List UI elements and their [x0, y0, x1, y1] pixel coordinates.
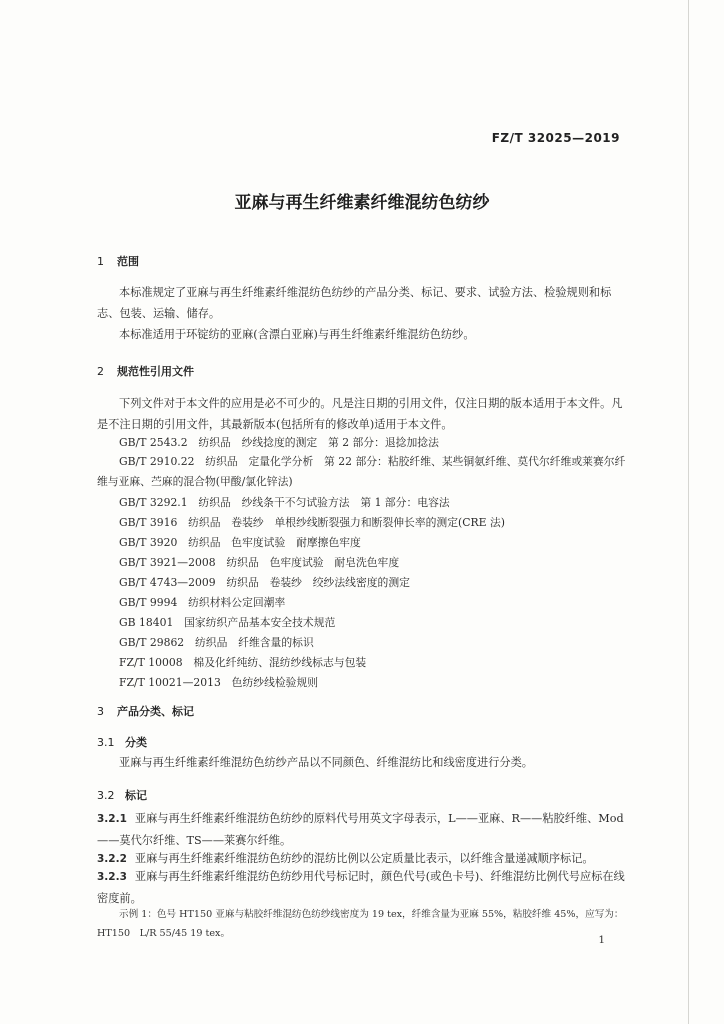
clause-number: 3.2.1	[97, 813, 127, 825]
reference-item: GB/T 29862 纺织品 纤维含量的标识	[119, 636, 314, 649]
page-number: 1	[598, 934, 605, 946]
section-3-heading	[97, 703, 194, 719]
section-3-1-text: 亚麻与再生纤维素纤维混纺色纺纱产品以不同颜色、纤维混纺比和线密度进行分类。	[119, 756, 533, 769]
reference-item: GB 18401 国家纺织产品基本安全技术规范	[119, 616, 336, 629]
reference-item: GB/T 3916 纺织品 卷装纱 单根纱线断裂强力和断裂伸长率的测定(CRE 法)	[119, 516, 505, 529]
section-3-1-heading	[97, 734, 147, 750]
section-1-heading	[97, 253, 139, 269]
section-3-2-heading	[97, 787, 147, 803]
clause-3-2-3	[97, 866, 627, 909]
reference-item: GB/T 4743—2009 纺织品 卷装纱 绞纱法线密度的测定	[119, 576, 410, 589]
subsection-title: 分类	[125, 736, 147, 749]
page-edge-line	[688, 0, 689, 1024]
section-title: 范围	[117, 255, 139, 268]
subsection-number: 3.2	[97, 789, 115, 802]
example-line-2: HT150 L/R 55/45 19 tex。	[97, 928, 231, 939]
clause-number: 3.2.2	[97, 853, 127, 865]
section-2-heading	[97, 363, 194, 379]
clause-number: 3.2.3	[97, 871, 127, 883]
section-1-paragraph-1: 本标准规定了亚麻与再生纤维素纤维混纺色纺纱的产品分类、标记、要求、试验方法、检验规则和标志、包装、运输、储存。	[97, 286, 612, 320]
document-title: 亚麻与再生纤维素纤维混纺色纺纱	[234, 193, 490, 213]
section-number: 2	[97, 365, 104, 378]
section-number: 1	[97, 255, 104, 268]
section-number: 3	[97, 705, 104, 718]
reference-item: GB/T 3292.1 纺织品 纱线条干不匀试验方法 第 1 部分：电容法	[119, 496, 450, 509]
clause-3-2-1	[97, 808, 627, 851]
example-line-1: 示例 1：色号 HT150 亚麻与粘胶纤维混纺色纺纱线密度为 19 tex，纤维含量为亚麻 55%，粘胶纤维 45%，应写为：	[119, 909, 624, 920]
subsection-title: 标记	[125, 789, 147, 802]
reference-item: GB/T 9994 纺织材料公定回潮率	[119, 596, 286, 609]
reference-item: GB/T 2910.22 纺织品 定量化学分析 第 22 部分：粘胶纤维、某些铜氨纤维、莫代尔纤维或莱赛尔纤维与亚麻、苎麻的混合物(甲酸/氯化锌法)	[97, 455, 626, 488]
section-1-paragraph-2: 本标准适用于环锭纺的亚麻(含漂白亚麻)与再生纤维素纤维混纺色纺纱。	[119, 328, 475, 341]
clause-text: 亚麻与再生纤维素纤维混纺色纺纱用代号标记时，颜色代号(或色卡号)、纤维混纺比例代号应标在线密度前。	[97, 870, 625, 905]
section-title: 产品分类、标记	[117, 705, 194, 718]
standard-code-header: FZ/T 32025—2019	[491, 131, 620, 145]
reference-item: FZ/T 10021—2013 色纺纱线检验规则	[119, 676, 319, 689]
subsection-number: 3.1	[97, 736, 115, 749]
clause-text: 亚麻与再生纤维素纤维混纺色纺纱的混纺比例以公定质量比表示，以纤维含量递减顺序标记。	[134, 852, 594, 865]
clause-text: 亚麻与再生纤维素纤维混纺色纺纱的原料代号用英文字母表示，L——亚麻、R——粘胶纤维、Mod——莫代尔纤维、TS——莱赛尔纤维。	[97, 812, 624, 847]
reference-item: FZ/T 10008 棉及化纤纯纺、混纺纱线标志与包装	[119, 656, 367, 669]
reference-item: GB/T 3920 纺织品 色牢度试验 耐摩擦色牢度	[119, 536, 361, 549]
section-title: 规范性引用文件	[117, 365, 194, 378]
reference-item: GB/T 3921—2008 纺织品 色牢度试验 耐皂洗色牢度	[119, 556, 400, 569]
section-2-intro: 下列文件对于本文件的应用是必不可少的。凡是注日期的引用文件，仅注日期的版本适用于本文件。凡是不注日期的引用文件，其最新版本(包括所有的修改单)适用于本文件。	[97, 397, 623, 431]
reference-item: GB/T 2543.2 纺织品 纱线捻度的测定 第 2 部分：退捻加捻法	[119, 436, 439, 449]
